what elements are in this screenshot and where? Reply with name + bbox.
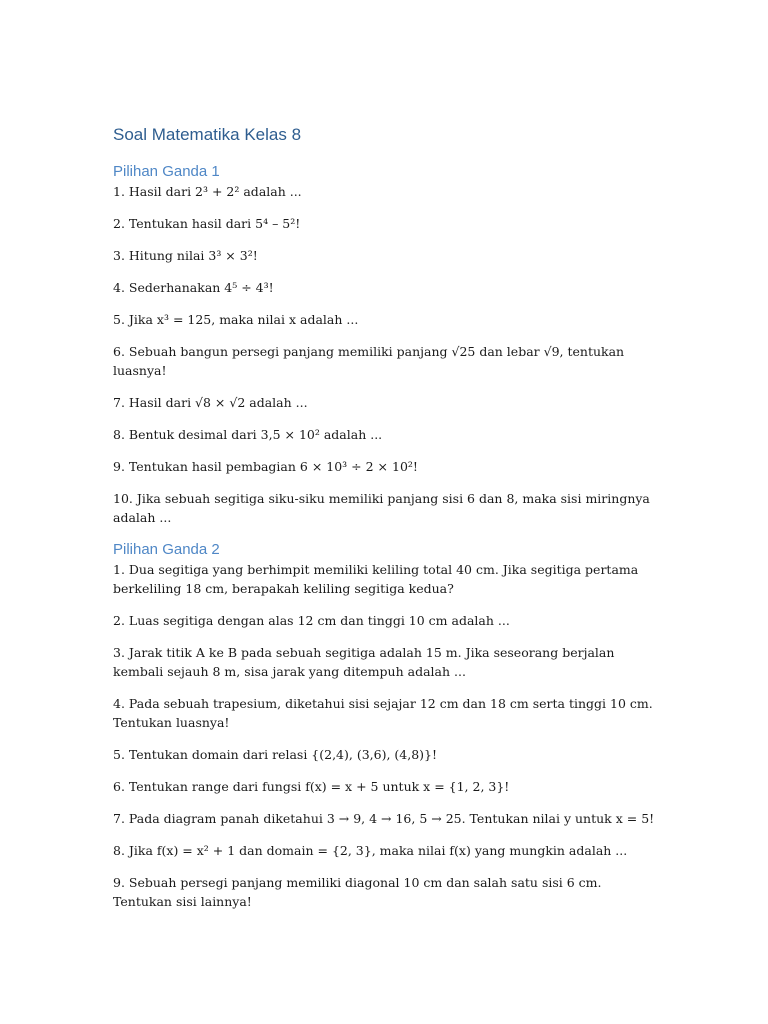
question-item: 4. Sederhanakan 4⁵ ÷ 4³! bbox=[113, 280, 274, 295]
document-page bbox=[113, 122, 658, 924]
question-item: 3. Jarak titik A ke B pada sebuah segitiga adalah 15 m. Jika seseorang berjalan kembali sejauh 8 m, sisa jarak yang ditempuh adalah ... bbox=[113, 645, 615, 679]
question-item: 1. Hasil dari 2³ + 2² adalah ... bbox=[113, 184, 302, 199]
question-item: 7. Hasil dari √8 × √2 adalah ... bbox=[113, 395, 308, 410]
question-item: 3. Hitung nilai 3³ × 3²! bbox=[113, 248, 258, 263]
question-item: 9. Tentukan hasil pembagian 6 × 10³ ÷ 2 × 10²! bbox=[113, 459, 418, 474]
question-item: 8. Jika f(x) = x² + 1 dan domain = {2, 3}, maka nilai f(x) yang mungkin adalah ... bbox=[113, 843, 628, 858]
question-item: 6. Sebuah bangun persegi panjang memiliki panjang √25 dan lebar √9, tentukan luasnya! bbox=[113, 344, 625, 378]
section-pilihan-ganda-2 bbox=[113, 540, 658, 911]
question-item: 4. Pada sebuah trapesium, diketahui sisi sejajar 12 cm dan 18 cm serta tinggi 10 cm. Tentukan luasnya! bbox=[113, 696, 653, 730]
question-item: 6. Tentukan range dari fungsi f(x) = x + 5 untuk x = {1, 2, 3}! bbox=[113, 779, 510, 794]
document-title: Soal Matematika Kelas 8 bbox=[113, 125, 302, 144]
question-item: 5. Tentukan domain dari relasi {(2,4), (3,6), (4,8)}! bbox=[113, 747, 438, 762]
question-item: 5. Jika x³ = 125, maka nilai x adalah ... bbox=[113, 312, 359, 327]
question-item: 7. Pada diagram panah diketahui 3 → 9, 4 → 16, 5 → 25. Tentukan nilai y untuk x = 5! bbox=[113, 811, 655, 826]
question-item: 2. Luas segitiga dengan alas 12 cm dan tinggi 10 cm adalah ... bbox=[113, 613, 510, 628]
question-item: 9. Sebuah persegi panjang memiliki diagonal 10 cm dan salah satu sisi 6 cm. Tentukan sisi lainnya! bbox=[113, 875, 602, 909]
question-item: 10. Jika sebuah segitiga siku-siku memiliki panjang sisi 6 dan 8, maka sisi miringnya adalah ... bbox=[113, 491, 650, 525]
section-heading: Pilihan Ganda 2 bbox=[113, 541, 220, 558]
section-heading: Pilihan Ganda 1 bbox=[113, 163, 220, 180]
question-item: 2. Tentukan hasil dari 5⁴ – 5²! bbox=[113, 216, 301, 231]
section-pilihan-ganda-1 bbox=[113, 162, 658, 527]
question-item: 8. Bentuk desimal dari 3,5 × 10² adalah ... bbox=[113, 427, 383, 442]
question-item: 1. Dua segitiga yang berhimpit memiliki keliling total 40 cm. Jika segitiga pertama berkeliling 18 cm, berapakah keliling segitiga kedua? bbox=[113, 562, 639, 596]
